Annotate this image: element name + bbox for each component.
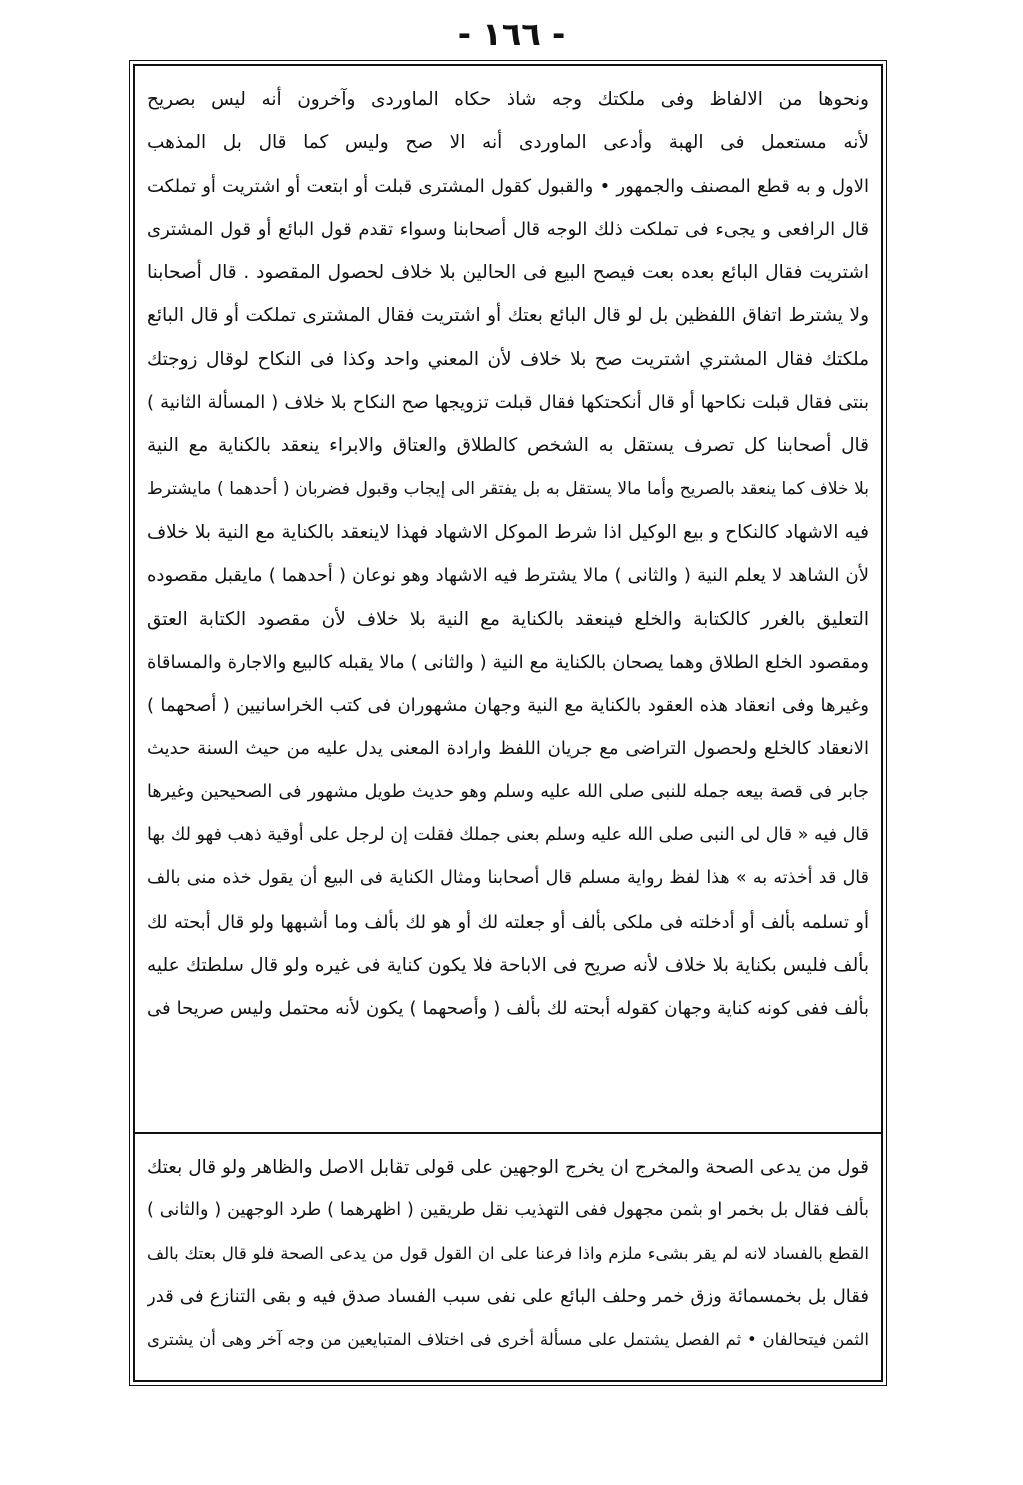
main-line-18: قال فيه « قال لى النبى صلى الله عليه وسلم بعنى جملك فقلت إن لرجل على أوقية ذهب فهو لك بها <box>147 825 869 846</box>
main-line-11: فيه الاشهاد كالنكاح و بيع الوكيل اذا شرط الموكل الاشهاد فهذا لاينعقد بالكناية مع النية بلا خلاف <box>147 521 869 543</box>
footnote-line-3: القطع بالفساد لانه لم يقر بشىء ملزم واذا فرعنا على ان القول قول من يدعى الصحة فلو قال بعتك بالف <box>147 1244 869 1263</box>
text-frame <box>133 64 883 1382</box>
footnote-line-4: فقال بل بخمسمائة وزق خمر وحلف البائع على نفى سبب الفساد صدق فيه و بقى التنازع فى قدر <box>147 1286 869 1307</box>
main-line-7: ملكتك فقال المشتري اشتريت صح بلا خلاف لأن المعني واحد وكذا فى النكاح لوقال زوجتك <box>147 348 869 370</box>
main-line-2: لأنه مستعمل فى الهبة وأدعى الماوردى أنه الا صح وليس كما قال بل المذهب <box>147 132 869 154</box>
main-text-block <box>147 78 869 1118</box>
footnote-line-5: الثمن فيتحالفان • ثم الفصل يشتمل على مسألة أخرى فى اختلاف المتبايعين من وجه آخر وهى أن يشترى <box>147 1330 869 1349</box>
main-line-15: وغيرها وفى انعقاد هذه العقود بالكناية مع النية وجهان مشهوران فى كتب الخراسانيين ( أصحهما ) <box>147 695 869 717</box>
main-line-19: قال قد أخذته به » هذا لفظ رواية مسلم قال أصحابنا ومثال الكناية فى البيع أن يقول خذه منى بالف <box>147 868 869 889</box>
footnote-line-2: بألف فقال بل بخمر او بثمن مجهول ففى التهذيب نقل طريقين ( اظهرهما ) طرد الوجهين ( والثانى ) <box>147 1200 869 1220</box>
main-line-6: ولا يشترط اتفاق اللفظين بل لو قال البائع بعتك أو اشتريت فقال المشترى تملكت أو قال البائع <box>147 305 869 327</box>
main-line-17: جابر فى قصة بيعه جمله للنبى صلى الله عليه وسلم وهو حديث طويل مشهور فى الصحيحين وغيرها <box>147 781 869 802</box>
footnote-block <box>147 1146 869 1366</box>
main-line-13: التعليق بالغرر كالكتابة والخلع فينعقد بالكناية مع النية بلا خلاف لأن مقصود الكتابة العتق <box>147 608 869 630</box>
main-line-22: بألف ففى كونه كناية وجهان كقوله أبحته لك بألف ( وأصحهما ) يكون لأنه محتمل وليس صريحا فى <box>147 998 869 1020</box>
main-line-1: ونحوها من الالفاظ وفى ملكتك وجه شاذ حكاه الماوردى وآخرون أنه ليس بصريح <box>147 89 869 110</box>
footnote-separator <box>135 1132 881 1134</box>
main-line-10: بلا خلاف كما ينعقد بالصريح وأما مالا يستقل به بل يفتقر الى إيجاب وقبول فضربان ( أحدهما ) مايشترط <box>147 478 869 499</box>
main-line-20: أو تسلمه بألف أو أدخلته فى ملكى بألف أو جعلته لك أو هو لك بألف وما أشبهها ولو قال أبحته لك <box>147 911 869 933</box>
main-line-14: ومقصود الخلع الطلاق وهما يصحان بالكناية مع النية ( والثانى ) مالا يقبله كالبيع والاجارة والمساقاة <box>147 651 869 673</box>
footnote-line-1: قول من يدعى الصحة والمخرج ان يخرج الوجهين على قولى تقابل الاصل والظاهر ولو قال بعتك <box>147 1157 869 1178</box>
main-line-9: قال أصحابنا كل تصرف يستقل به الشخص كالطلاق والعتاق والابراء ينعقد بالكناية مع النية <box>147 435 869 457</box>
main-line-4: قال الرافعى و يجىء فى تملكت ذلك الوجه قال أصحابنا وسواء تقدم قول البائع أو قول المشترى <box>147 218 869 240</box>
main-line-21: بألف فليس بكناية بلا خلاف لأنه صريح فى الاباحة فلا يكون كناية فى غيره ولو قال سلطتك عليه <box>147 954 869 976</box>
main-line-3: الاول و به قطع المصنف والجمهور • والقبول كقول المشترى قبلت أو ابتعت أو اشتريت أو تملكت <box>147 175 869 197</box>
main-line-12: لأن الشاهد لا يعلم النية ( والثانى ) مالا يشترط فيه الاشهاد وهو نوعان ( أحدهما ) مايقبل مقصوده <box>147 565 869 587</box>
main-line-8: بنتى فقال قبلت نكاحها أو قال أنكحتكها فقال قبلت تزويجها صح النكاح بلا خلاف ( المسألة الثانية ) <box>147 392 869 414</box>
page-number: - ١٦٦ - <box>457 15 566 53</box>
main-line-5: اشتريت فقال البائع بعده بعت فيصح البيع فى الحالين بلا خلاف لحصول المقصود . قال أصحابنا <box>147 262 869 284</box>
main-line-16: الانعقاد كالخلع ولحصول التراضى مع جريان اللفظ وارادة المعنى يدل عليه من حيث السنة حديث <box>147 738 869 760</box>
